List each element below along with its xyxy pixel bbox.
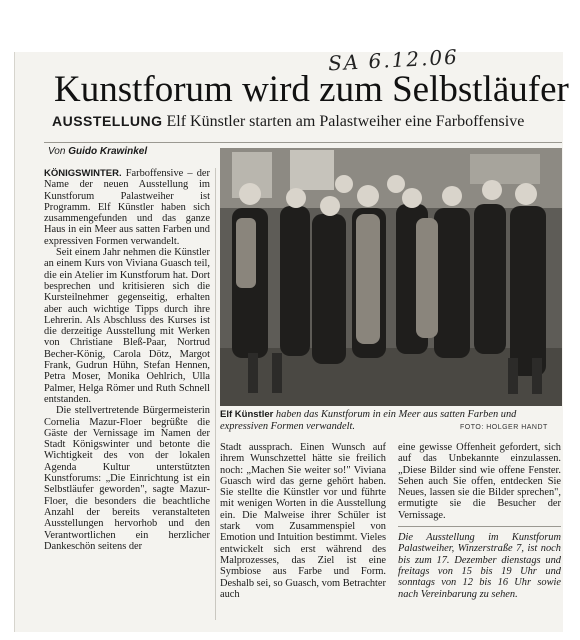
photo-credit: FOTO: HOLGER HANDT [460,424,548,431]
article-column-2 [220,442,386,600]
article-paragraph: Die stellvertretende Bürgermeisterin Cornelia Mazur-Floer begrüßte die Gäste der Vernissage im Namen der Stadt Königswinter und betonte die Wichtigkeit des von der lokalen Agenda Kultur unterstützten Kunstforums: „Die Einrichtung ist ein Selbstläufer geworden", sagte Mazur-Floer, die besonders die beachtliche Anzahl der bereits veranstalteten Ausstellungen hervorhob und den Verantwortlichen ein herzlicher Dankeschön seitens der [44,405,210,552]
article-column-1 [44,168,210,552]
caption-lead: Elf Künstler [220,409,274,420]
exhibition-info: Die Ausstellung im Kunstforum Palastweiher, Winzerstraße 7, ist noch bis zum 17. Dezember dienstags und freitags von 15 bis 19 Uhr und sonntags von 12 bis 16 Uhr sowie nach Vereinbarung zu sehen. [398,532,561,600]
subheadline [52,113,524,131]
subheadline-text: Elf Künstler starten am Palastweiher eine Farboffensive [166,113,525,130]
group-photo-image [220,148,562,406]
header-rule [44,142,562,143]
paragraph-text: Farboffensive – der Name der neuen Ausstellung im Kunstforum Palastweiher ist Programm. Elf Künstler haben sich zusammengefunden und das ganze Haus in ein Meer aus satten Farben und expressiven Formen verwandelt. [44,168,210,247]
info-divider [398,526,561,527]
byline-author: Guido Krawinkel [68,146,148,157]
headline: Kunstforum wird zum Selbstläufer [54,69,569,110]
group-photo [220,148,562,406]
caption-text: haben das Kunstforum in ein Meer aus satten Farben und expressiven Formen verwandelt. [220,409,517,432]
section-kicker: AUSSTELLUNG [52,113,163,129]
dateline: KÖNIGSWINTER. [44,168,122,179]
article-column-3 [398,442,561,600]
handwritten-date-note: SA 6.12.06 [327,44,460,76]
byline-prefix: Von [48,146,66,157]
article-paragraph: Stadt aussprach. Einen Wunsch auf ihrem Wunschzettel hätte sie freilich noch: „Machen Sie weiter so!" Viviana Guasch wird das gerne gehört haben. Sie stellte die Künstler vor und führte mit wenigen Worten in die Ausstellung ein. Die Malweise ihrer Schüler ist stark vom Zusammenspiel von Emotion und Intuition bestimmt. Vieles entwickelt sich erst während des Malprozesses, das Ziel ist eine Symbiose aus Farbe und Form. Deshalb sei, so Guasch, vom Betrachter auch [220,442,386,600]
column-divider [215,168,216,620]
byline [48,146,147,157]
article-paragraph: Seit einem Jahr nehmen die Künstler an einem Kurs von Viviana Guasch teil, die ein Atelier im Kunstforum hat. Dort besprechen und kritisieren sich die Kursteilnehmer gegenseitig, erhalten aber auch wichtige Tipps durch ihre Lehrerin. Als Abschluss des Kurses ist die derzeitige Ausstellung mit Werken von Christiane Bleß-Paar, Nortrud Becher-König, Carola Dötz, Margot Frank, Gudrun Hühn, Stefan Hennen, Petra Moser, Monika Oehlrich, Ulla Palmer, Helga Römer und Ruth Schnell entstanden. [44,247,210,405]
article-paragraph: eine gewisse Offenheit gefordert, sich auf das Unbekannte einzulassen. „Diese Bilder sind wie offene Fenster. Sehen auch Sie offen, entdecken Sie Neues, lassen sie die Bilder sprechen", ermutigte sie die Besucher der Vernissage. [398,442,561,521]
lead-paragraph [44,168,210,247]
